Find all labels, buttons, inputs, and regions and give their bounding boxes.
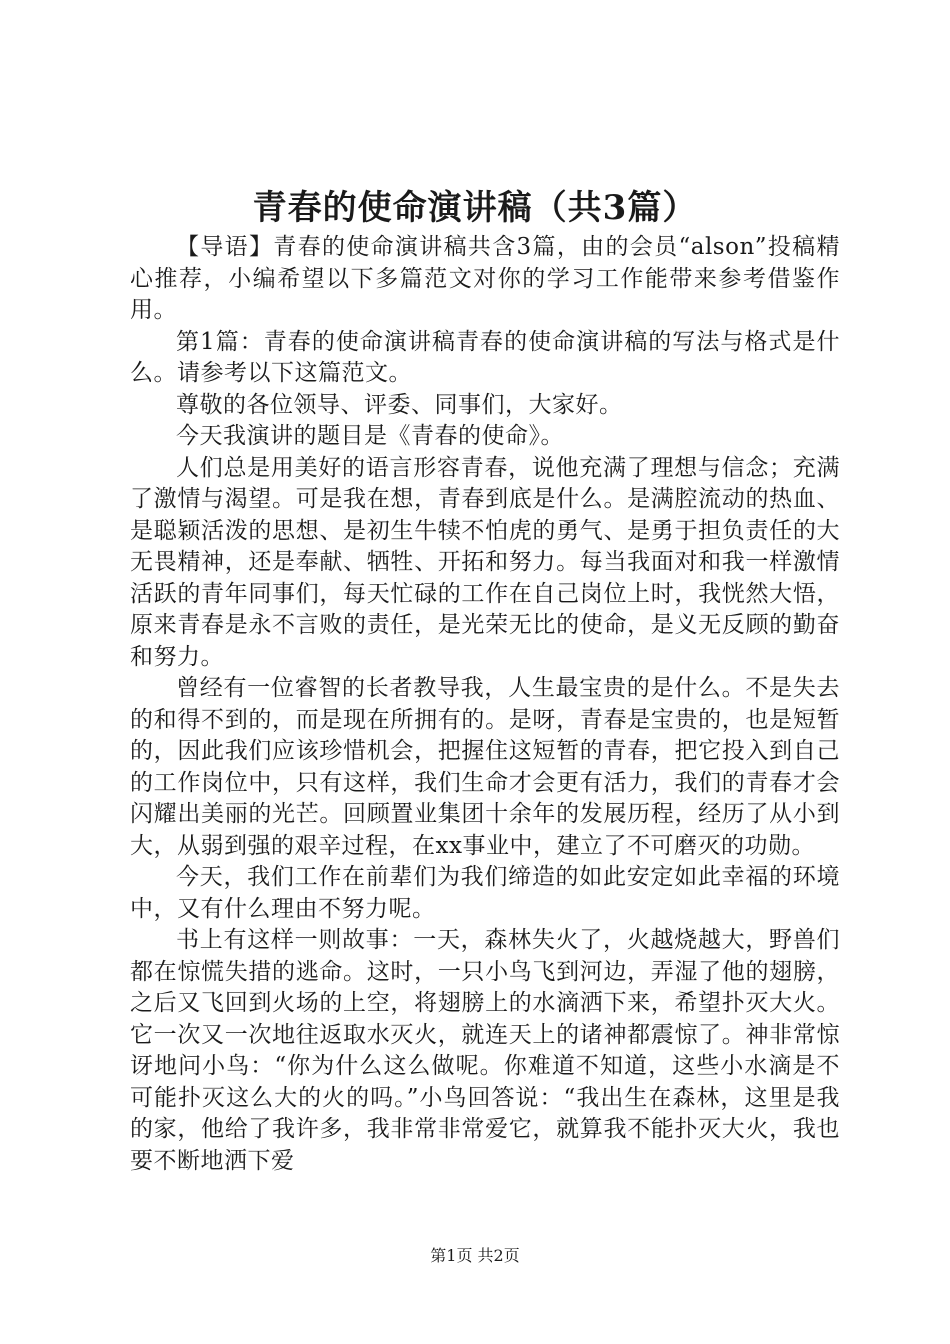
- page-footer: 第1页 共2页: [430, 1246, 520, 1265]
- paragraph: 第1篇：青春的使命演讲稿青春的使命演讲稿的写法与格式是什么。请参考以下这篇范文。: [130, 328, 840, 386]
- paragraph: 书上有这样一则故事：一天，森林失火了，火越烧越大，野兽们都在惊慌失措的逃命。这时，一只小鸟飞到河边，弄湿了他的翅膀，之后又飞回到火场的上空，将翅膀上的水滴洒下来，希望扑灭大火。它一次又一次地往返取水灭火，就连天上的诸神都震惊了。神非常惊讶地问小鸟：“你为什么这么做呢。你难道不知道，这些小水滴是不可能扑灭这么大的火的吗。”小鸟回答说：“我出生在森林，这里是我的家，他给了我许多，我非常非常爱它，就算我不能扑灭大火，我也要不断地洒下爱: [130, 927, 840, 1174]
- paragraph: 今天，我们工作在前辈们为我们缔造的如此安定如此幸福的环境中，又有什么理由不努力呢。: [130, 864, 840, 922]
- paragraph: 今天我演讲的题目是《青春的使命》。: [176, 423, 564, 449]
- document-body: [130, 232, 840, 1177]
- page-title: 青春的使命演讲稿（共3篇）: [252, 188, 698, 228]
- paragraph: 【导语】青春的使命演讲稿共含3篇，由的会员“alson”投稿精心推荐，小编希望以下多篇范文对你的学习工作能带来参考借鉴作用。: [130, 234, 840, 323]
- paragraph: 人们总是用美好的语言形容青春，说他充满了理想与信念；充满了激情与渴望。可是我在想，青春到底是什么。是满腔流动的热血、是聪颖活泼的思想、是初生牛犊不怕虎的勇气、是勇于担负责任的大无畏精神，还是奉献、牺牲、开拓和努力。每当我面对和我一样激情活跃的青年同事们，每天忙碌的工作在自己岗位上时，我恍然大悟，原来青春是永不言败的责任，是光荣无比的使命，是义无反顾的勤奋和努力。: [130, 454, 840, 670]
- paragraph: 曾经有一位睿智的长者教导我，人生最宝贵的是什么。不是失去的和得不到的，而是现在所拥有的。是呀，青春是宝贵的，也是短暂的，因此我们应该珍惜机会，把握住这短暂的青春，把它投入到自己的工作岗位中，只有这样，我们生命才会更有活力，我们的青春才会闪耀出美丽的光芒。回顾置业集团十余年的发展历程，经历了从小到大，从弱到强的艰辛过程，在xx事业中，建立了不可磨灭的功勋。: [130, 675, 840, 859]
- paragraph: 尊敬的各位领导、评委、同事们，大家好。: [176, 391, 623, 418]
